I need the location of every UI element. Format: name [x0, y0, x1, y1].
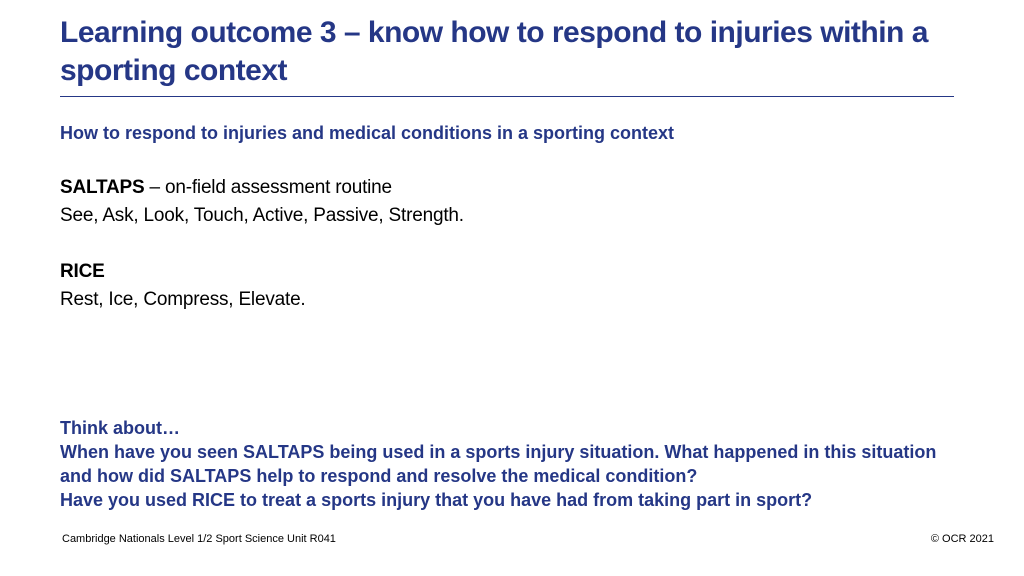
think-about-heading: Think about…	[60, 418, 180, 438]
slide-title: Learning outcome 3 – know how to respond to injuries within a sporting context	[60, 16, 928, 87]
footer-course-label: Cambridge Nationals Level 1/2 Sport Science Unit R041	[62, 533, 336, 545]
saltaps-steps: See, Ask, Look, Touch, Active, Passive, Strength.	[60, 205, 464, 226]
rice-steps: Rest, Ice, Compress, Elevate.	[60, 289, 306, 310]
section-subheading: How to respond to injuries and medical conditions in a sporting context	[60, 123, 675, 143]
saltaps-description: – on-field assessment routine	[144, 177, 392, 198]
think-about-question-1: When have you seen SALTAPS being used in a sports injury situation. What happened in this situation and how did SALTAPS help to respond and resolve the medical condition?	[60, 442, 937, 486]
saltaps-section	[60, 174, 464, 230]
rice-term: RICE	[60, 261, 105, 282]
think-about-section	[60, 416, 960, 512]
saltaps-term: SALTAPS	[60, 177, 145, 198]
title-divider	[60, 96, 954, 97]
saltaps-heading-line	[60, 174, 464, 202]
footer-copyright: © OCR 2021	[930, 533, 994, 545]
think-about-question-2: Have you used RICE to treat a sports injury that you have had from taking part in sport?	[60, 490, 813, 510]
rice-section	[60, 258, 306, 314]
